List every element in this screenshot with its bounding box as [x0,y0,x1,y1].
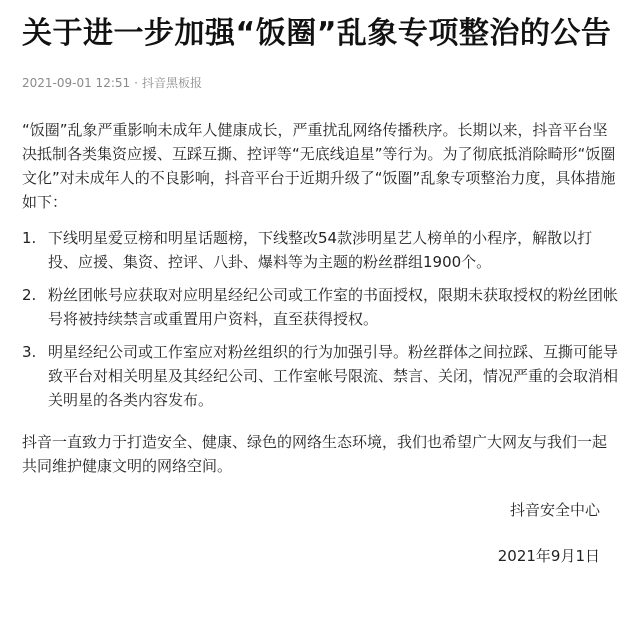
article-title: 关于进一步加强“饭圈”乱象专项整治的公告 [22,16,612,51]
article [22,0,618,568]
article-meta [22,74,618,92]
list-item [22,226,618,274]
list-item-number: 2. [22,286,37,304]
list-item [22,283,618,331]
announcement-date: 2021年9月1日 [497,547,600,565]
list-item-text: 明星经纪公司或工作室应对粉丝组织的行为加强引导。粉丝群体之间拉踩、互撕可能导致平台对相关明星及其经纪公司、工作室帐号限流、禁言、关闭，情况严重的会取消相关明星的各类内容发布。 [48,343,619,409]
list-item-number: 3. [22,343,37,361]
list-item-text: 下线明星爱豆榜和明星话题榜，下线整改54款涉明星艺人榜单的小程序，解散以打投、应援、集资、控评、八卦、爆料等为主题的粉丝群组1900个。 [48,229,593,271]
measures-list [22,226,618,412]
intro-paragraph: “饭圈”乱象严重影响未成年人健康成长，严重扰乱网络传播秩序。长期以来，抖音平台坚决抵制各类集资应援、互踩互撕、控评等“无底线追星”等行为。为了彻底抵消除畸形“饭圈文化”对未成年人的不良影响，抖音平台于近期升级了“饭圈”乱象专项整治力度，具体措施如下： [22,121,616,211]
article-body [22,118,618,568]
list-item-number: 1. [22,229,37,247]
publish-datetime: 2021-09-01 12:51 [22,76,131,90]
signature: 抖音安全中心 [509,501,600,519]
list-item [22,340,618,412]
closing-paragraph: 抖音一直致力于打造安全、健康、绿色的网络生态环境，我们也希望广大网友与我们一起共同维护健康文明的网络空间。 [22,433,608,475]
meta-separator: · [134,76,138,90]
list-item-text: 粉丝团帐号应获取对应明星经纪公司或工作室的书面授权，限期未获取授权的粉丝团帐号将被持续禁言或重置用户资料，直至获得授权。 [48,286,619,328]
source-name: 抖音黑板报 [141,76,202,90]
